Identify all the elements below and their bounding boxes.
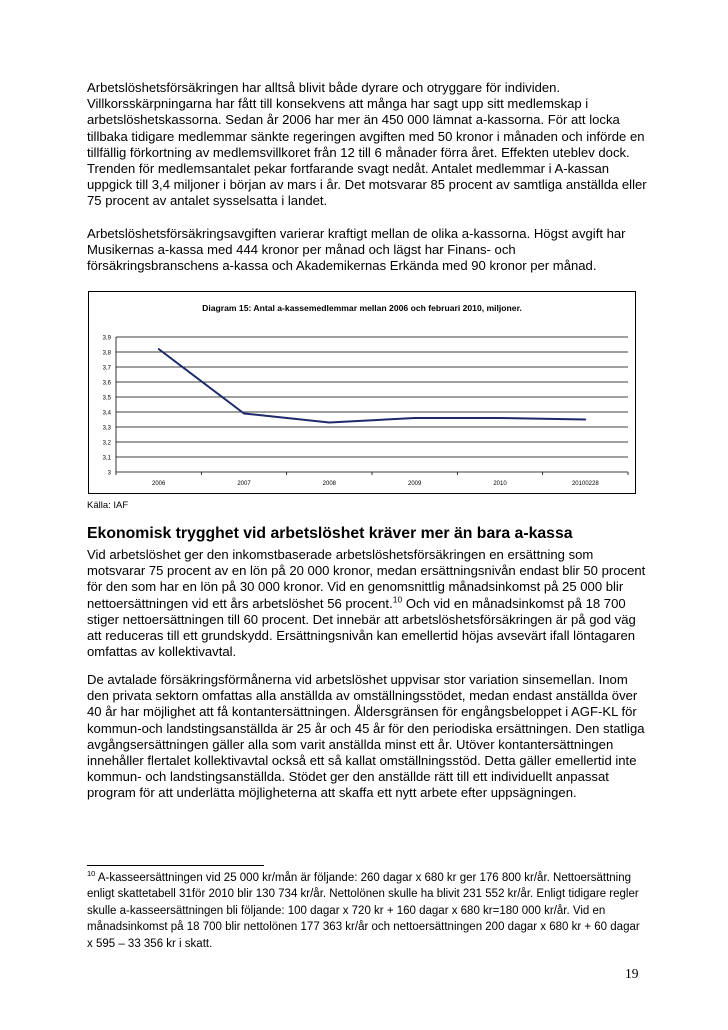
x-tick-label: 2006 xyxy=(151,481,166,487)
data-point xyxy=(158,348,160,350)
y-tick-label: 3,1 xyxy=(102,455,111,462)
body-paragraph-3 xyxy=(87,547,649,660)
chart-title: Diagram 15: Antal a-kassemedlemmar mellan 2006 och februari 2010, miljoner. xyxy=(202,303,522,313)
y-tick-label: 3,4 xyxy=(102,410,111,417)
x-tick-label: 20100228 xyxy=(571,481,599,487)
y-tick-label: 3,5 xyxy=(102,395,111,402)
x-tick-label: 2009 xyxy=(407,481,422,487)
series-line xyxy=(159,349,586,423)
body-paragraph-4: De avtalade försäkringsförmånerna vid arbetslöshet uppvisar stor variation sinsemellan. Inom den privata sektorn omfattas alla anställda av omställningsstödet, medan endast anställda över 40 år har möjlighet att få kontantersättningen. Åldersgränsen för engångsbeloppet i AGF-KL för kommun-och landstingsanställda är 25 år och 45 år för den periodiska ersättningen. Den statliga avgångsersättningen gäller alla som varit anställda minst ett år. Utöver kontantersättningen innehåller flertalet kollektivavtal också ett så kallat omställningsstöd. Detta gäller emellertid inte kommun- och landstingsanställda. Stödet ger den anställde rätt till ett individuellt anpassat program för att underlätta möjligheterna att skaffa ett nytt arbete efter uppsägningen. xyxy=(87,672,645,801)
chart-plot xyxy=(89,292,635,493)
y-tick-label: 3,6 xyxy=(102,380,111,387)
footnote-reference[interactable]: 10 xyxy=(392,594,403,605)
chart-source: Källa: IAF xyxy=(87,500,129,511)
footnote xyxy=(87,870,647,952)
section-heading: Ekonomisk trygghet vid arbetslöshet kräver mer än bara a-kassa xyxy=(87,525,573,542)
data-point xyxy=(243,413,245,415)
paragraph-3-text-b: Och vid en månadsinkomst på 18 700 stiger nettoersättningen till 60 procent. Det innebär att arbetslöshetsförsäkringen är på god väg att reduceras till ett grundskydd. Ersättningsnivån kan emellertid höjas avsevärt ifall löntagaren omfattas av kollektivavtal. xyxy=(87,595,636,660)
x-tick-label: 2007 xyxy=(237,481,251,487)
x-tick-label: 2010 xyxy=(493,481,507,487)
x-tick-label: 2008 xyxy=(322,481,337,487)
footnote-divider xyxy=(87,865,264,866)
footnote-number: 10 xyxy=(87,869,96,879)
footnote-text: A-kasseersättningen vid 25 000 kr/mån är följande: 260 dagar x 680 kr ger 176 800 kr/år. Nettoersättning enligt skattetabell 31för 2010 blir 130 734 kr/år. Nettolönen skulle ha blivit 231 552 kr/år. Enligt tidigare regler skulle a-kasseersättningen bli följande: 100 dagar x 720 kr + 160 dagar x 680 kr=180 000 kr/år. Vid en månadsinkomst på 18 700 blir nettolönen 177 363 kr/år och nettoersättningen 200 dagar x 680 kr + 60 dagar x 595 – 33 356 kr i skatt. xyxy=(87,872,640,950)
y-tick-label: 3 xyxy=(107,470,111,477)
data-point xyxy=(414,417,416,419)
y-tick-label: 3,3 xyxy=(102,425,111,432)
body-paragraph-2: Arbetslöshetsförsäkringsavgiften varierar kraftigt mellan de olika a-kassorna. Högst avgift har Musikernas a-kassa med 444 kronor per månad och lägst har Finans- och försäkringsbranschens a-kassa och Akademikernas Erkända med 90 kronor per månad. xyxy=(87,226,626,274)
data-point xyxy=(584,419,586,421)
y-tick-label: 3,8 xyxy=(102,350,111,357)
y-tick-label: 3,7 xyxy=(102,365,111,372)
page-number: 19 xyxy=(625,966,639,981)
body-paragraph-1: Arbetslöshetsförsäkringen har alltså blivit både dyrare och otryggare för individen. Villkorsskärpningarna har fått till konsekvens att många har sagt upp sitt medlemskap i arbetslöshetskassorna. Sedan år 2006 har mer än 450 000 lämnat a-kassorna. För att locka tillbaka tidigare medlemmar sänkte regeringen avgiften med 50 kronor i månaden och införde en tillfällig förkortning av medlemsvillkoret från 12 till 6 månader förra året. Effekten uteblev dock. Trenden för medlemsantalet pekar fortfarande svagt nedåt. Antalet medlemmar i A-kassan uppgick till 3,4 miljoner i början av mars i år. Det motsvarar 85 procent av samtliga anställda eller 75 procent av antalet sysselsatta i landet. xyxy=(87,80,647,209)
data-point xyxy=(499,417,501,419)
y-tick-label: 3,2 xyxy=(102,440,111,447)
data-point xyxy=(328,422,330,424)
paragraph-3-text-a: Vid arbetslöshet ger den inkomstbaserade arbetslöshetsförsäkringen en ersättning som motsvarar 75 procent av en lön på 20 000 kronor, medan ersättningsnivån endast blir 50 procent för den som har en lön på 30 000 kronor. Vid en genomsnittlig månadsinkomst på 25 000 blir nettoersättningen vid ett års arbetslöshet 56 procent. xyxy=(87,547,646,611)
y-tick-label: 3,9 xyxy=(102,335,111,342)
membership-chart xyxy=(88,291,636,494)
